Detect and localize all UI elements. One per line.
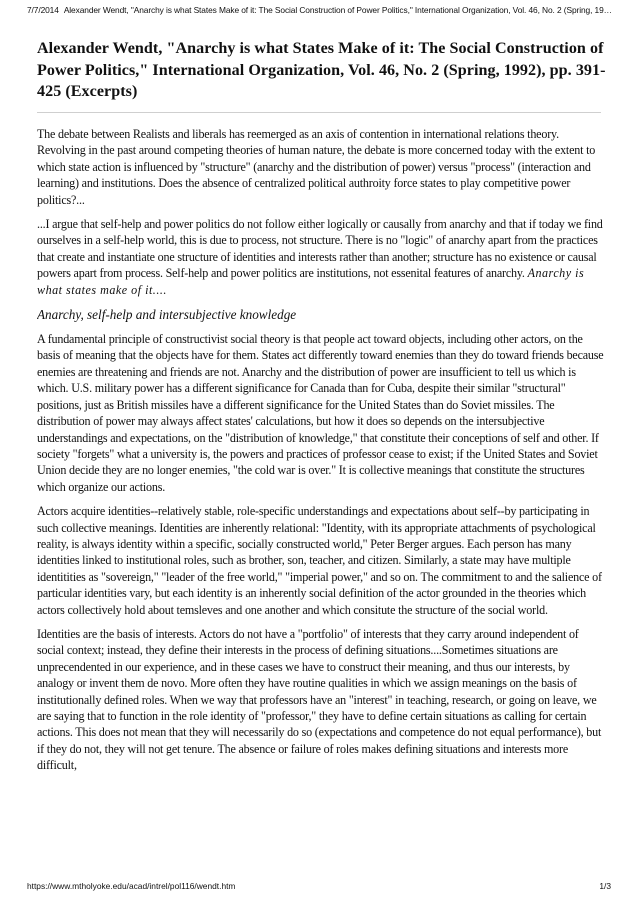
paragraph-argument-text: ...I argue that self-help and power politics do not follow either logically or causally from anarchy and that if today we find ourselves in a self-help world, this is due to process, not structure. There is no "logic" of anarchy apart from the practices that create and instantiate one structure of identities and interests rather than another; structure has no existence or causal powers apart from process. Self-help and power politics are institutions, not essenital features of anarchy. (37, 217, 603, 281)
section-heading: Anarchy, self-help and intersubjective knowledge (37, 307, 297, 323)
paragraph-argument (37, 216, 607, 298)
paragraph-interests: Identities are the basis of interests. Actors do not have a "portfolio" of interests that they carry around independent of social context; instead, they define their interests in the process of defining situations....Sometimes situations are unprecendented in our experience, and in these cases we have to construct their meaning, and thus our interests, by analogy or invent them de novo. More often they have routine qualities in which we assign meanings on the basis of institutionally defined roles. When we way that professors have an "interest" in teaching, research, or going on leave, we are saying that to function in the role identity of "professor," they have to define certain situations as calling for certain actions. This does not mean that they will necessarily do so (expectations and competence do not equal performance), but if they do not, they will not get tenure. The absence or failure of roles makes defining situations and interests more difficult, (37, 626, 602, 773)
print-header (27, 3, 612, 17)
paragraph-constructivism: A fundamental principle of constructivist social theory is that people act toward objects, including other actors, on the basis of meaning that the objects have for them. States act differently toward enemies than they do toward friends because enemies are threatening and friends are not. Anarchy and the distribution of power are insufficient to tell us which is which. U.S. military power has a different significance for Canada than for Cuba, despite their similar "structural" positions, just as British missiles have a different significance for the United States than do Soviet missiles. The distribution of power may always affect states' calculations, but how it does so depends on the intersubjective understandings and expectations, on the "distribution of knowledge," that constitute their conceptions of self and other. If society "forgets" what a university is, the powers and practices of professor cease to exist; if the United States and Soviet Union decide they are no longer enemies, "the cold war is over." It is collective meanings that constitute the structures which organize our actions. (37, 332, 604, 494)
article-body-clip (37, 126, 607, 879)
article-body (37, 126, 607, 879)
paragraph-intro: The debate between Realists and liberals has reemerged as an axis of contention in international relations theory. Revolving in the past around competing theories of human nature, the debate is more concerned today with the extent to which state action is influenced by "structure" (anarchy and the distribution of power) versus "process" (interaction and learning) and institutions. Does the absence of centralized political authroity force states to play competitive power politics?... (37, 127, 596, 207)
document-title: Alexander Wendt, "Anarchy is what States Make of it: The Social Construction of Power Politics," International Organization, Vol. 46, No. 2 (Spring, 1992), pp. 391-425 (Excerpts) (37, 40, 606, 100)
print-footer (27, 880, 611, 892)
title-divider (37, 112, 601, 113)
print-header-title: Alexander Wendt, "Anarchy is what States Make of it: The Social Construction of Power Politics," International Organization, Vol. 46, No. 2 (Spring, 19… (63, 5, 612, 15)
page-number: 1/3 (599, 881, 611, 891)
print-date: 7/7/2014 (27, 5, 59, 15)
source-url: https://www.mtholyoke.edu/acad/intrel/pol116/wendt.htm (27, 881, 236, 891)
paragraph-identities: Actors acquire identities--relatively stable, role-specific understandings and expectations about self--by participating in such collective meanings. Identities are inherently relational: "Identity, with its appropriate attachments of psychological reality, is always identity within a specific, socially constructed world," Peter Berger argues. Each person has many identities linked to institutional roles, such as brother, son, teacher, and citizen. Similarly, a state may have multiple identitities as "sovereign," "leader of the free world," "imperial power," and so on. The commitment to and the salience of particular identities vary, but each identity is an inherently social definition of the actor grounded in the theories which actors collectively hold about temsleves and one another and which consitute the structure of the social world. (37, 504, 602, 617)
paragraph-argument-emphasis: Anarchy is what states make of it.... (37, 266, 585, 297)
